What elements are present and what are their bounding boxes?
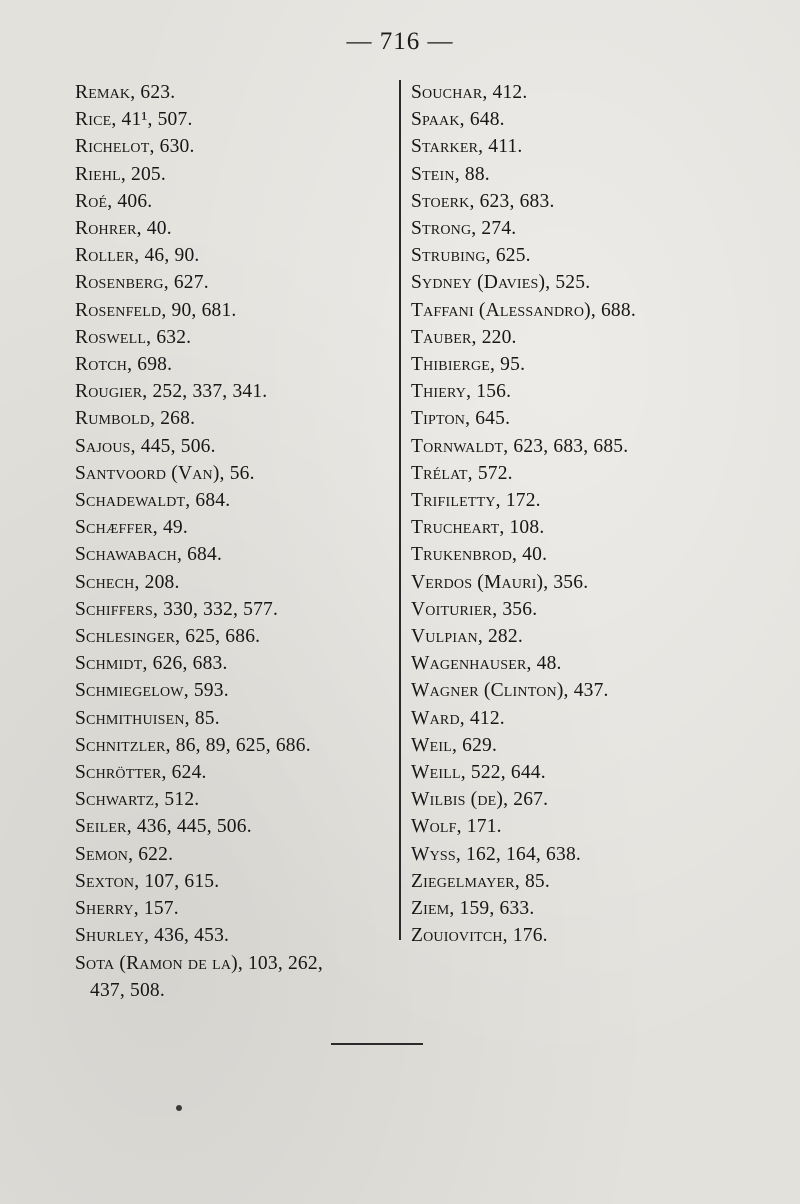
index-entry: Rosenberg, 627. xyxy=(75,272,209,294)
index-entry: Sherry, 157. xyxy=(75,898,179,920)
index-entry: Zouiovitch, 176. xyxy=(411,925,548,947)
column-divider xyxy=(399,80,401,940)
index-entry: Riehl, 205. xyxy=(75,163,166,185)
index-entry: Wolf, 171. xyxy=(411,816,502,838)
index-entry: Ward, 412. xyxy=(411,707,505,729)
page-number: — 716 — xyxy=(346,28,454,55)
index-entry-continuation: 437, 508. xyxy=(90,979,165,1001)
index-entry: Trifiletty, 172. xyxy=(411,490,541,512)
index-entry: Roé, 406. xyxy=(75,190,153,212)
index-entry: Schwartz, 512. xyxy=(75,789,200,811)
index-entry: Strong, 274. xyxy=(411,218,517,240)
index-entry: Trukenbrod, 40. xyxy=(411,544,548,566)
index-entry: Remak, 623. xyxy=(75,82,176,103)
index-entry: Schmiegelow, 593. xyxy=(75,680,229,702)
index-entry: Schæffer, 49. xyxy=(75,517,188,539)
index-entry: Schmithuisen, 85. xyxy=(75,707,220,729)
index-entry: Semon, 622. xyxy=(75,843,174,865)
index-entry: Schlesinger, 625, 686. xyxy=(75,626,261,648)
index-entry: Thiery, 156. xyxy=(411,381,512,403)
index-entry: Schawabach, 684. xyxy=(75,544,223,566)
index-entry: Vulpian, 282. xyxy=(411,626,523,648)
index-entry: Schech, 208. xyxy=(75,571,180,593)
index-entry: Schnitzler, 86, 89, 625, 686. xyxy=(75,734,311,756)
index-column-left xyxy=(75,79,395,1004)
index-entry: Schrötter, 624. xyxy=(75,762,207,784)
footer-rule xyxy=(331,1043,423,1045)
index-entry: Rougier, 252, 337, 341. xyxy=(75,381,268,403)
index-entry: Santvoord (Van), 56. xyxy=(75,462,255,484)
index-entry-multiline xyxy=(75,950,395,1004)
index-entry: Schiffers, 330, 332, 577. xyxy=(75,598,279,620)
index-entry: Starker, 411. xyxy=(411,136,523,158)
index-entry: Rotch, 698. xyxy=(75,354,173,376)
index-column-right xyxy=(411,79,711,950)
index-entry: Schmidt, 626, 683. xyxy=(75,653,228,675)
index-entry: Ziem, 159, 633. xyxy=(411,898,535,920)
index-entry: Tornwaldt, 623, 683, 685. xyxy=(411,435,629,457)
index-entry: Rosenfeld, 90, 681. xyxy=(75,299,237,321)
index-entry: Roller, 46, 90. xyxy=(75,245,200,267)
index-entry: Seiler, 436, 445, 506. xyxy=(75,816,252,838)
index-entry: Wyss, 162, 164, 638. xyxy=(411,843,581,865)
index-entry-line: Sota (Ramon de la), 103, 262, xyxy=(75,952,323,974)
index-entry: Wagenhauser, 48. xyxy=(411,653,562,675)
index-entry: Sexton, 107, 615. xyxy=(75,870,220,892)
index-entry: Taffani (Alessandro), 688. xyxy=(411,299,636,321)
index-entry: Stein, 88. xyxy=(411,163,490,185)
index-entry: Rohrer, 40. xyxy=(75,218,172,240)
index-entry: Voiturier, 356. xyxy=(411,598,538,620)
index-entry: Wagner (Clinton), 437. xyxy=(411,680,609,702)
index-entry: Wilbis (de), 267. xyxy=(411,789,549,811)
index-entry: Tipton, 645. xyxy=(411,408,511,430)
index-entry: Roswell, 632. xyxy=(75,326,192,348)
index-entry: Weil, 629. xyxy=(411,734,498,756)
index-entry: Trucheart, 108. xyxy=(411,517,545,539)
index-entry: Tauber, 220. xyxy=(411,326,517,348)
index-entry: Stoerk, 623, 683. xyxy=(411,190,555,212)
index-entry: Schadewaldt, 684. xyxy=(75,490,231,512)
index-entry: Shurley, 436, 453. xyxy=(75,925,230,947)
index-entry: Sydney (Davies), 525. xyxy=(411,272,591,294)
index-entry: Richelot, 630. xyxy=(75,136,195,158)
index-entry: Sajous, 445, 506. xyxy=(75,435,216,457)
index-entry: Ziegelmayer, 85. xyxy=(411,870,550,892)
ink-speck xyxy=(176,1105,182,1111)
index-entry: Spaak, 648. xyxy=(411,109,505,131)
index-entry: Verdos (Mauri), 356. xyxy=(411,571,589,593)
index-entry: Trélat, 572. xyxy=(411,462,513,484)
index-entry: Souchar, 412. xyxy=(411,82,528,103)
index-entry: Thibierge, 95. xyxy=(411,354,526,376)
index-entry: Strubing, 625. xyxy=(411,245,531,267)
index-entry: Rumbold, 268. xyxy=(75,408,196,430)
index-entry: Weill, 522, 644. xyxy=(411,762,546,784)
index-entry: Rice, 41¹, 507. xyxy=(75,109,193,131)
